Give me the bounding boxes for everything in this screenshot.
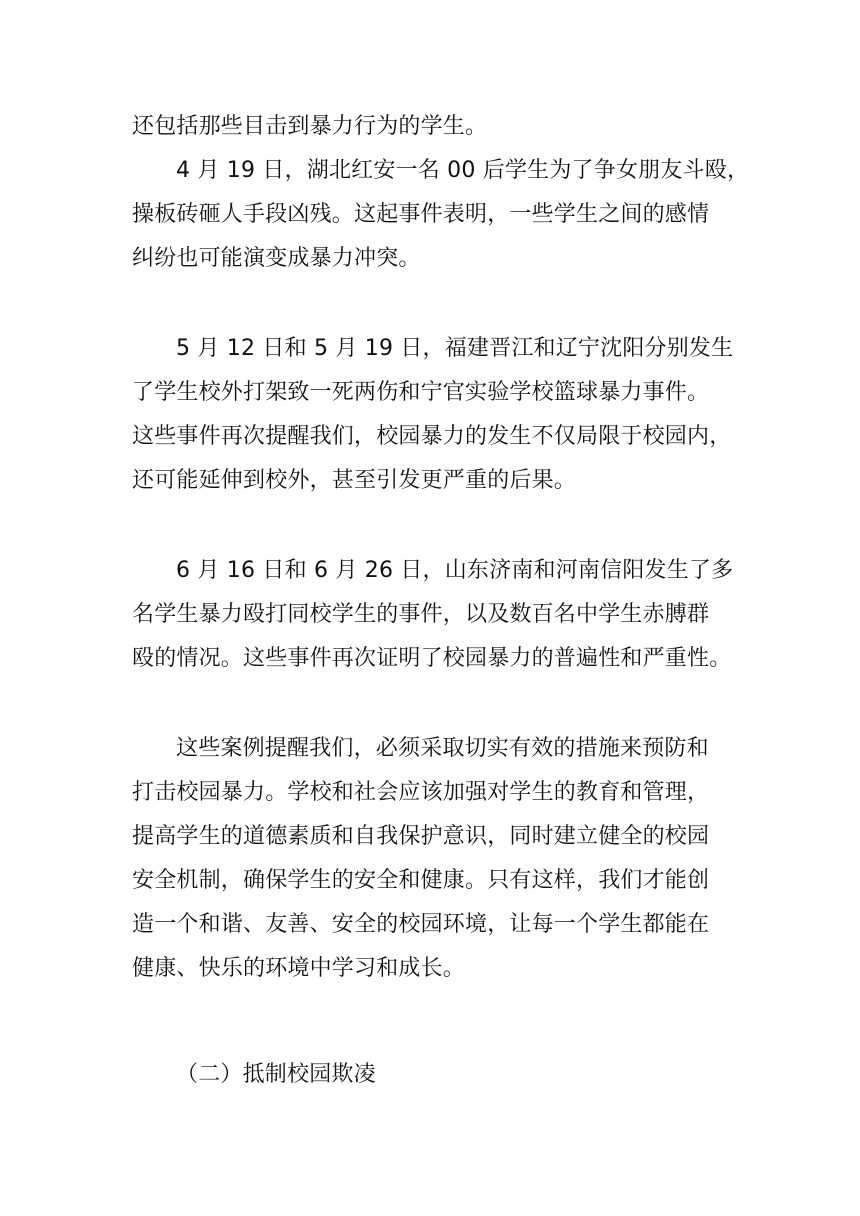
paragraph-line: 还包括那些目击到暴力行为的学生。 (132, 114, 488, 139)
paragraph-line: 安全机制，确保学生的安全和健康。只有这样，我们才能创 (132, 868, 710, 893)
paragraph-line: 提高学生的道德素质和自我保护意识，同时建立健全的校园 (132, 824, 710, 849)
section-heading: （二）抵制校园欺凌 (176, 1062, 376, 1087)
paragraph-line: 打击校园暴力。学校和社会应该加强对学生的教育和管理， (132, 780, 710, 805)
paragraph-line: 4 月 19 日，湖北红安一名 00 后学生为了争女朋友斗殴， (176, 158, 750, 183)
paragraph-line: 这些事件再次提醒我们，校园暴力的发生不仅局限于校园内， (132, 424, 732, 449)
paragraph-line: 5 月 12 日和 5 月 19 日，福建晋江和辽宁沈阳分别发生 (176, 336, 734, 361)
paragraph-line: 还可能延伸到校外，甚至引发更严重的后果。 (132, 468, 577, 493)
paragraph-line: 了学生校外打架致一死两伤和宁官实验学校篮球暴力事件。 (132, 380, 710, 405)
paragraph-line: 殴的情况。这些事件再次证明了校园暴力的普遍性和严重性。 (132, 646, 732, 671)
paragraph-line: 操板砖砸人手段凶残。这起事件表明，一些学生之间的感情 (132, 202, 710, 227)
paragraph-line: 6 月 16 日和 6 月 26 日，山东济南和河南信阳发生了多 (176, 558, 734, 583)
paragraph-line: 造一个和谐、友善、安全的校园环境，让每一个学生都能在 (132, 912, 710, 937)
paragraph-line: 健康、快乐的环境中学习和成长。 (132, 956, 466, 981)
paragraph-line: 名学生暴力殴打同校学生的事件，以及数百名中学生赤膊群 (132, 602, 710, 627)
paragraph-line: 纠纷也可能演变成暴力冲突。 (132, 246, 421, 271)
paragraph-line: 这些案例提醒我们，必须采取切实有效的措施来预防和 (176, 736, 709, 761)
